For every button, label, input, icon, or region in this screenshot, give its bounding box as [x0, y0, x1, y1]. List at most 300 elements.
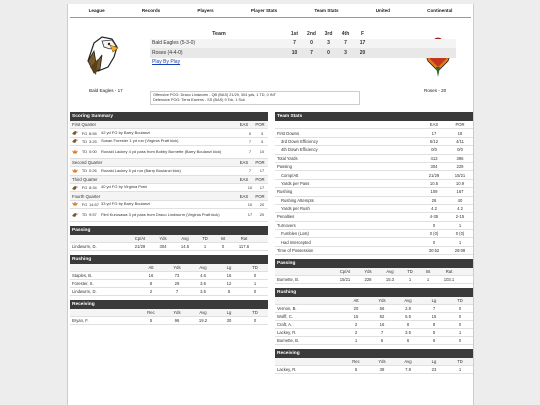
player-name[interactable]: Lindwurm, D.: [72, 288, 97, 294]
player-name[interactable]: Wolff, C.: [277, 314, 293, 320]
bald-eagle-logo: [84, 31, 120, 79]
passing-row: [275, 276, 473, 284]
stat-label: Turnovers: [277, 222, 296, 228]
stat-value: 8: [149, 280, 153, 286]
home-value: 0 (0): [455, 231, 465, 237]
stat-value: 3.5: [200, 288, 206, 294]
stat-label: Rushing Attempts: [281, 197, 314, 203]
stat-value: 15/21: [339, 277, 351, 283]
score-cell: 17: [359, 40, 366, 47]
quarter-label-row: [70, 159, 268, 167]
away-score: 10: [247, 201, 253, 207]
passing-table-away: [70, 226, 268, 251]
team-stat-row: [275, 155, 473, 163]
stat-value: 12: [226, 280, 232, 286]
stat-value: 29: [174, 280, 180, 286]
receiving-col-yds: Yds: [173, 309, 181, 315]
home-value: 396: [456, 155, 464, 161]
q2-header: 2nd: [307, 30, 316, 37]
stat-value: 0: [458, 306, 462, 312]
scoreboard: [150, 29, 456, 67]
score-cell: 7: [310, 49, 313, 56]
score-cell: 0: [310, 40, 313, 47]
rushing-row: [275, 329, 473, 337]
passing-header: Passing: [275, 259, 473, 268]
scoring-play-row: [70, 138, 268, 146]
left-column: [70, 108, 268, 374]
stat-label: Passing: [277, 164, 292, 170]
passing-col-header-row: [275, 268, 473, 276]
stat-label: Had Intercepted: [281, 239, 311, 245]
home-value: 4/11: [456, 138, 464, 144]
rushing-table-home: [275, 288, 473, 345]
stat-value: 56: [379, 306, 385, 312]
home-value: 10.9: [455, 180, 465, 186]
receiving-col-rec: Rec: [352, 359, 360, 365]
passing-col-td: TD: [202, 235, 208, 241]
player-name[interactable]: Lackey, R.: [277, 367, 297, 373]
scoring-play-row: [70, 184, 268, 192]
score-cell: 20: [359, 49, 366, 56]
right-column: [275, 108, 473, 374]
away-score: 17: [247, 212, 253, 218]
rushing-col-td: TD: [252, 264, 258, 270]
col-por: POR: [255, 193, 265, 199]
stat-value: 7: [432, 306, 436, 312]
player-name[interactable]: Lindwurm, D.: [72, 243, 97, 249]
play-type: TD: [81, 168, 88, 174]
score-cell: 3: [327, 40, 330, 47]
away-score: 7: [248, 149, 252, 155]
team-stat-row: [275, 180, 473, 188]
home-team-name[interactable]: Roses (4-4-0): [152, 49, 183, 56]
away-value: 4.2: [431, 206, 437, 212]
rushing-col-avg: Avg: [404, 298, 412, 304]
passing-header: Passing: [70, 226, 268, 235]
home-score: 17: [259, 168, 265, 174]
home-value: 167: [456, 189, 464, 195]
col-eas: EAS: [239, 193, 249, 199]
away-value: 26: [431, 197, 437, 203]
quarter-label: First Quarter: [72, 122, 97, 128]
rushing-col-header-row: [275, 297, 473, 305]
stat-value: 7.8: [405, 367, 411, 373]
stat-value: 15.3: [385, 277, 395, 283]
team-stat-row: [275, 138, 473, 146]
team-stat-row: [275, 222, 473, 230]
home-score: 3: [260, 138, 264, 144]
stat-value: 304: [159, 243, 167, 249]
bald-eagle-icon: [72, 186, 78, 190]
away-value: 0: [432, 239, 436, 245]
stat-value: 5.5: [405, 314, 411, 320]
team-stat-row: [275, 247, 473, 255]
play-type: TD: [81, 149, 88, 155]
rushing-col-att: Att: [148, 264, 154, 270]
rushing-table-away: [70, 255, 268, 296]
q3-header: 3rd: [324, 30, 333, 37]
rushing-col-yds: Yds: [378, 298, 386, 304]
home-value: 29:08: [454, 248, 466, 254]
play-description: Flint Kurosawa 3 yd pass from Draco Lindwurm (Virginia Pratt kick): [101, 211, 220, 217]
away-score: 10: [247, 185, 253, 191]
stat-value: 14.5: [180, 243, 190, 249]
roses-icon: [72, 150, 78, 154]
score-cell: 3: [344, 49, 347, 56]
rushing-row: [70, 272, 268, 280]
stat-value: 8: [227, 288, 231, 294]
away-value: 0 (0): [429, 231, 439, 237]
home-value: 4.2: [457, 206, 463, 212]
col-eas: EAS: [239, 122, 249, 128]
game-header: [68, 18, 473, 102]
team-header: Team: [212, 30, 226, 37]
col-por: POR: [255, 176, 265, 182]
passing-col-header-row: [70, 235, 268, 243]
stat-value: 82: [379, 314, 385, 320]
score-cell: 7: [344, 40, 347, 47]
player-name[interactable]: Bryan, F.: [72, 317, 89, 323]
passing-col-avg: Avg: [386, 269, 394, 275]
receiving-col-lg: Lg: [226, 309, 232, 315]
passing-col-td: TD: [407, 269, 413, 275]
stat-value: 2: [354, 330, 358, 336]
bald-eagle-icon: [72, 139, 78, 143]
stat-value: 6: [406, 338, 410, 344]
rushing-col-lg: Lg: [431, 298, 437, 304]
stat-value: 0: [253, 317, 257, 323]
stat-label: 3rd Down Efficiency: [281, 138, 318, 144]
roses-icon: [72, 202, 78, 206]
quarter-label: Second Quarter: [72, 159, 103, 165]
stat-value: 2: [354, 322, 358, 328]
stat-label: Yards per Rush: [281, 206, 310, 212]
play-description: Susan Forester 1 yd run (Virginia Pratt kick): [101, 138, 179, 144]
home-score: 20: [259, 212, 265, 218]
defensive-pog: Defensive POG: Terra Eavens - SS (BAS) 9 Tck, 1 Sck: [153, 98, 245, 102]
team-stat-row: [275, 213, 473, 221]
nav-link-team-stats[interactable]: Team Stats: [314, 8, 339, 13]
nav-link-player-stats[interactable]: Player Stats: [250, 8, 278, 13]
passing-row: [70, 243, 268, 251]
col-por: POR: [255, 159, 265, 165]
top-nav: [70, 4, 471, 18]
team-stat-row: [275, 197, 473, 205]
stat-value: 23: [431, 367, 437, 373]
rushing-col-header-row: [70, 264, 268, 272]
away-team-caption: Bald Eagles - 17: [89, 88, 123, 93]
stat-value: 20: [353, 306, 359, 312]
stat-value: 7: [175, 288, 179, 294]
receiving-col-avg: Avg: [404, 359, 412, 365]
home-value: 1: [458, 239, 462, 245]
scoring-play-row: [70, 167, 268, 175]
stat-value: 21/29: [134, 243, 146, 249]
stat-value: 0: [253, 272, 257, 278]
away-value: 4-35: [429, 214, 439, 220]
passing-col-avg: Avg: [181, 235, 189, 241]
play-time: 0:00: [89, 149, 97, 155]
stat-value: 4.6: [200, 272, 206, 278]
col-eas: EAS: [429, 122, 439, 128]
player-name[interactable]: Lackey, R.: [277, 330, 297, 336]
away-value: 0: [432, 222, 436, 228]
receiving-header: Receiving: [70, 300, 268, 309]
passing-col-cpat: Cp/At: [134, 235, 146, 241]
stat-value: 39: [379, 367, 385, 373]
home-team-caption: Roses - 20: [424, 88, 447, 93]
rushing-col-lg: Lg: [226, 264, 232, 270]
scoring-play-row: [70, 129, 268, 137]
away-value: 10.5: [429, 180, 439, 186]
home-value: 2-15: [455, 214, 465, 220]
rushing-row: [275, 313, 473, 321]
receiving-header: Receiving: [275, 349, 473, 358]
player-name[interactable]: Vernon, B.: [277, 306, 297, 312]
away-value: 21/29: [428, 172, 440, 178]
stat-value: 7: [380, 330, 384, 336]
stat-value: 117.6: [238, 243, 250, 249]
rushing-col-td: TD: [457, 298, 463, 304]
home-score-row: [150, 48, 456, 58]
stat-value: 1: [426, 277, 430, 283]
receiving-col-header-row: [70, 309, 268, 317]
passing-col-int: Int: [220, 235, 226, 241]
stat-value: 1: [354, 338, 358, 344]
stat-value: 0: [458, 314, 462, 320]
stat-label: Rushing: [277, 189, 293, 195]
pbp-row: [150, 58, 456, 68]
play-type: FG: [81, 201, 88, 207]
page: [67, 4, 474, 405]
home-value: 229: [456, 164, 464, 170]
play-time: 0:26: [89, 168, 97, 174]
quarter-label: Fourth Quarter: [72, 193, 101, 199]
away-value: 17: [431, 130, 437, 136]
col-por: POR: [255, 122, 265, 128]
passing-col-yds: Yds: [159, 235, 167, 241]
stat-value: 0: [458, 322, 462, 328]
player-name[interactable]: Burnette, B.: [277, 277, 300, 283]
home-value: 0/0: [457, 147, 463, 153]
nav-link-continental[interactable]: Continental: [427, 8, 453, 13]
play-description: 40 yd FG by Virginia Pratt: [101, 184, 147, 190]
nav-link-players[interactable]: Players: [197, 8, 214, 13]
away-score: 0: [248, 130, 252, 136]
team-stat-row: [275, 129, 473, 137]
receiving-col-td: TD: [457, 359, 463, 365]
rushing-row: [275, 305, 473, 313]
bald-eagle-icon: [72, 131, 78, 135]
stat-value: 1: [253, 280, 257, 286]
rushing-header: Rushing: [70, 255, 268, 264]
home-score: 10: [259, 149, 265, 155]
home-value: 1: [458, 222, 462, 228]
passing-col-yds: Yds: [364, 269, 372, 275]
stat-value: 103.1: [443, 277, 455, 283]
stat-value: 30: [226, 317, 232, 323]
home-value: 40: [457, 197, 463, 203]
team-stat-row: [275, 146, 473, 154]
bald-eagle-icon: [72, 213, 78, 217]
nav-link-league[interactable]: League: [88, 8, 105, 13]
stat-value: 5: [149, 317, 153, 323]
away-value: 0/0: [431, 147, 437, 153]
player-name[interactable]: Craft, A.: [277, 322, 293, 328]
stat-value: 1: [203, 243, 207, 249]
stat-value: 8: [406, 322, 410, 328]
score-cell: 7: [293, 40, 296, 47]
receiving-col-yds: Yds: [378, 359, 386, 365]
stat-label: Fumbles (Lost): [281, 231, 309, 237]
stat-label: 4th Down Efficiency: [281, 147, 318, 153]
away-value: 413: [430, 155, 438, 161]
stat-value: 8: [432, 322, 436, 328]
away-value: 30:52: [428, 248, 440, 254]
receiving-col-td: TD: [252, 309, 258, 315]
players-of-game: [150, 91, 360, 105]
stat-value: 19.2: [198, 317, 208, 323]
quarter-label-row: [70, 176, 268, 184]
receiving-row: [70, 317, 268, 325]
team-stat-row: [275, 238, 473, 246]
stat-value: 15: [431, 314, 437, 320]
play-type: TD: [81, 138, 88, 144]
score-cell: 10: [291, 49, 298, 56]
away-score-row: [150, 39, 456, 49]
stat-value: 0: [221, 243, 225, 249]
play-time: 14:57: [89, 201, 100, 207]
passing-col-rat: Rat: [240, 235, 248, 241]
stat-value: 0: [253, 288, 257, 294]
receiving-col-rec: Rec: [147, 309, 155, 315]
stat-value: 15: [353, 314, 359, 320]
stat-label: Yards per Pass: [281, 180, 310, 186]
rushing-col-avg: Avg: [199, 264, 207, 270]
rushing-header: Rushing: [275, 288, 473, 297]
team-stat-row: [275, 188, 473, 196]
stat-label: Total Yards: [277, 155, 298, 161]
stat-value: 1: [408, 277, 412, 283]
stat-label: First Downs: [277, 130, 300, 136]
away-score: 7: [248, 138, 252, 144]
team-stat-row: [275, 171, 473, 179]
stat-value: 16: [226, 272, 232, 278]
team-stats-header: Team Stats: [275, 112, 473, 121]
scoreboard-header: [150, 29, 456, 39]
play-by-play-link[interactable]: Play By Play: [152, 59, 181, 66]
nav-link-united[interactable]: United: [375, 8, 390, 13]
final-header: F: [360, 30, 365, 37]
home-score: 3: [260, 130, 264, 136]
away-team-name[interactable]: Bald Eagles (5-3-0): [152, 40, 196, 47]
quarter-label: Third Quarter: [72, 176, 98, 182]
rushing-col-yds: Yds: [173, 264, 181, 270]
away-value: 109: [430, 189, 438, 195]
team-stat-row: [275, 230, 473, 238]
stat-value: 0: [458, 338, 462, 344]
passing-col-int: Int: [425, 269, 431, 275]
team-stats-col-row: [275, 121, 473, 129]
rushing-row: [70, 280, 268, 288]
scoring-play-row: [70, 209, 268, 222]
home-score: 17: [259, 185, 265, 191]
rushing-row: [275, 321, 473, 329]
score-cell: 0: [327, 49, 330, 56]
scoring-play-row: [70, 146, 268, 159]
home-score: 20: [259, 201, 265, 207]
home-value: 15/21: [454, 172, 466, 178]
passing-col-rat: Rat: [445, 269, 453, 275]
offensive-pog: Offensive POG: Draco Lindwurm - QB (BAS) 21/29, 304 yds, 1 TD, 0 INT: [153, 93, 276, 97]
stat-value: 5: [354, 367, 358, 373]
col-por: POR: [455, 122, 465, 128]
team-stat-row: [275, 163, 473, 171]
play-description: Ronald Lackey 4 yd pass from Bobby Burnette (Barry Boulanzi kick): [101, 148, 222, 154]
stats-columns: [70, 108, 473, 374]
q4-header: 4th: [341, 30, 350, 37]
stat-label: Time of Possession: [277, 248, 314, 254]
stat-value: 16: [148, 272, 154, 278]
receiving-table-away: [70, 300, 268, 325]
play-type: FG: [81, 130, 88, 136]
stat-value: 5: [432, 330, 436, 336]
rushing-row: [275, 337, 473, 345]
stat-value: 6: [380, 338, 384, 344]
receiving-col-avg: Avg: [199, 309, 207, 315]
team-stat-row: [275, 205, 473, 213]
stat-value: 96: [174, 317, 180, 323]
play-description: 33 yd FG by Barry Boulanzi: [101, 201, 150, 207]
stat-value: 2.8: [405, 306, 411, 312]
away-value: 5/12: [429, 138, 439, 144]
play-time: 3:25: [89, 138, 97, 144]
player-name[interactable]: Staples, B.: [72, 272, 93, 278]
play-type: FG: [81, 185, 88, 191]
away-value: 304: [430, 164, 438, 170]
stat-value: 1: [458, 367, 462, 373]
stat-label: Penalties: [277, 214, 295, 220]
away-score: 7: [248, 168, 252, 174]
rushing-col-att: Att: [353, 298, 359, 304]
play-description: 42 yd FG by Barry Boulanzi: [101, 129, 150, 135]
passing-table-home: [275, 259, 473, 284]
player-name[interactable]: Burnette, B.: [277, 338, 300, 344]
passing-col-cpat: Cp/At: [339, 269, 351, 275]
nav-link-records[interactable]: Records: [141, 8, 161, 13]
receiving-col-lg: Lg: [431, 359, 437, 365]
stat-value: 3.6: [200, 280, 206, 286]
player-name[interactable]: Forester, S.: [72, 280, 94, 286]
stat-value: 3.5: [405, 330, 411, 336]
roses-icon: [72, 169, 78, 173]
stat-value: 2: [149, 288, 153, 294]
q1-header: 1st: [290, 30, 299, 37]
quarter-label-row: [70, 192, 268, 200]
col-eas: EAS: [239, 176, 249, 182]
stat-value: 228: [364, 277, 372, 283]
play-time: 9:57: [89, 212, 97, 218]
rushing-row: [70, 288, 268, 296]
quarter-label-row: [70, 121, 268, 129]
stat-value: 73: [174, 272, 180, 278]
receiving-row: [275, 366, 473, 374]
col-eas: EAS: [239, 159, 249, 165]
receiving-table-home: [275, 349, 473, 374]
play-time: 8:34: [89, 185, 97, 191]
play-description: Ronald Lackey 5 yd run (Barry Boulanzi kick): [101, 167, 181, 173]
scoring-summary-header: Scoring Summary: [70, 112, 268, 121]
